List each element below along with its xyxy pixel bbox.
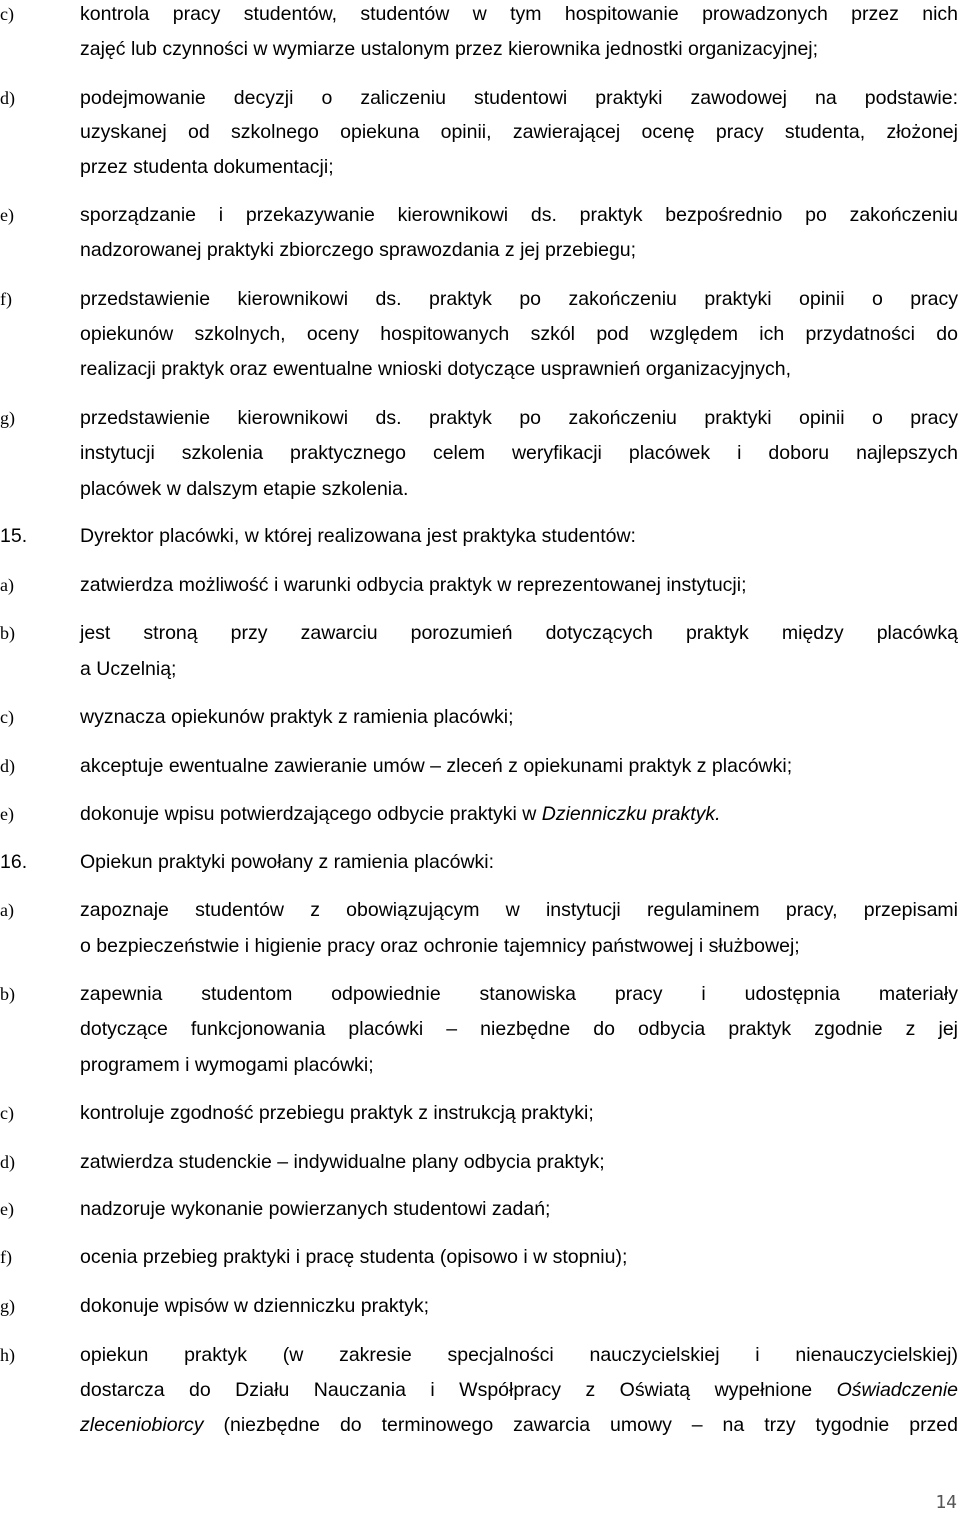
item-marker: a)	[0, 900, 14, 920]
item-text	[80, 1413, 958, 1437]
item-text: placówek w dalszym etapie szkolenia.	[80, 478, 409, 500]
item-marker: c)	[0, 707, 14, 727]
item-marker: d)	[0, 88, 15, 108]
item-text-regular: dostarcza do Działu Nauczania i Współpracy z Oświatą wypełnione	[80, 1379, 837, 1401]
item-text: dokonuje wpisów w dzienniczku praktyk;	[80, 1295, 430, 1317]
item-text: zatwierdza studenckie – indywidualne plany odbycia praktyk;	[80, 1151, 605, 1173]
item-text: instytucji szkolenia praktycznego celem weryfikacji placówek i doboru najlepszych	[80, 442, 958, 464]
item-text-italic: zleceniobiorcy	[80, 1414, 204, 1436]
item-text: przez studenta dokumentacji;	[80, 156, 334, 178]
item-marker: e)	[0, 1199, 14, 1219]
item-text	[80, 802, 958, 826]
item-text: realizacji praktyk oraz ewentualne wnioski dotyczące usprawnień organizacyjnych,	[80, 358, 792, 380]
item-text	[80, 1378, 958, 1402]
item-text: zapoznaje studentów z obowiązującym w instytucji regulaminem pracy, przepisami	[80, 899, 958, 921]
item-marker: a)	[0, 575, 14, 595]
item-marker: d)	[0, 756, 15, 776]
item-text: opiekun praktyk (w zakresie specjalności nauczycielskiej i nienauczycielskiej)	[80, 1344, 958, 1366]
item-text-italic: Oświadczenie	[836, 1379, 958, 1401]
item-text: jest stroną przy zawarciu porozumień dotyczących praktyk między placówką	[80, 622, 958, 644]
item-text: przedstawienie kierownikowi ds. praktyk po zakończeniu praktyki opinii o pracy	[80, 407, 958, 429]
item-text: a Uczelnią;	[80, 658, 177, 680]
item-text: akceptuje ewentualne zawieranie umów – zleceń z opiekunami praktyk z placówki;	[80, 755, 793, 777]
item-text-regular: dokonuje wpisu potwierdzającego odbycie praktyki w	[80, 803, 542, 825]
section-heading: Opiekun praktyki powołany z ramienia placówki:	[80, 851, 495, 873]
item-text: zajęć lub czynności w wymiarze ustalonym przez kierownika jednostki organizacyjnej;	[80, 38, 819, 60]
item-marker: b)	[0, 984, 15, 1004]
item-text-regular: (niezbędne do terminowego zawarcia umowy – na trzy tygodnie przed	[203, 1414, 958, 1436]
item-text: ocenia przebieg praktyki i pracę studenta (opisowo i w stopniu);	[80, 1246, 628, 1268]
item-marker: c)	[0, 4, 14, 24]
item-text: dotyczące funkcjonowania placówki – niezbędne do odbycia praktyk zgodnie z jej	[80, 1018, 958, 1040]
item-text-italic: Dzienniczku praktyk.	[541, 803, 721, 825]
section-number: 15.	[0, 525, 28, 547]
item-text: opiekunów szkolnych, oceny hospitowanych szkól pod względem ich przydatności do	[80, 323, 958, 345]
item-marker: e)	[0, 804, 14, 824]
page-number: 14	[935, 1492, 957, 1513]
item-text: nadzorowanej praktyki zbiorczego sprawozdania z jej przebiegu;	[80, 239, 637, 261]
item-marker: d)	[0, 1152, 15, 1172]
item-marker: f)	[0, 289, 12, 309]
section-number: 16.	[0, 851, 28, 873]
item-text: przedstawienie kierownikowi ds. praktyk po zakończeniu praktyki opinii o pracy	[80, 288, 958, 310]
item-marker: g)	[0, 408, 15, 428]
item-text: kontrola pracy studentów, studentów w tym hospitowanie prowadzonych przez nich	[80, 3, 958, 25]
item-text: nadzoruje wykonanie powierzanych studentowi zadań;	[80, 1198, 551, 1220]
item-text: programem i wymogami placówki;	[80, 1054, 374, 1076]
item-marker: c)	[0, 1103, 14, 1123]
item-marker: h)	[0, 1345, 15, 1365]
item-text: kontroluje zgodność przebiegu praktyk z instrukcją praktyki;	[80, 1102, 594, 1124]
item-text: zatwierdza możliwość i warunki odbycia praktyk w reprezentowanej instytucji;	[80, 574, 747, 596]
section-heading: Dyrektor placówki, w której realizowana jest praktyka studentów:	[80, 525, 636, 547]
item-marker: f)	[0, 1247, 12, 1267]
item-text: sporządzanie i przekazywanie kierownikowi ds. praktyk bezpośrednio po zakończeniu	[80, 204, 958, 226]
item-text: podejmowanie decyzji o zaliczeniu studentowi praktyki zawodowej na podstawie:	[80, 87, 958, 109]
item-text: o bezpieczeństwie i higienie pracy oraz ochronie tajemnicy państwowej i służbowej;	[80, 935, 800, 957]
item-marker: b)	[0, 623, 15, 643]
item-text: uzyskanej od szkolnego opiekuna opinii, zawierającej ocenę pracy studenta, złożonej	[80, 121, 958, 143]
item-text: zapewnia studentom odpowiednie stanowiska pracy i udostępnia materiały	[80, 983, 958, 1005]
item-marker: e)	[0, 205, 14, 225]
item-text: wyznacza opiekunów praktyk z ramienia placówki;	[80, 706, 514, 728]
item-marker: g)	[0, 1296, 15, 1316]
